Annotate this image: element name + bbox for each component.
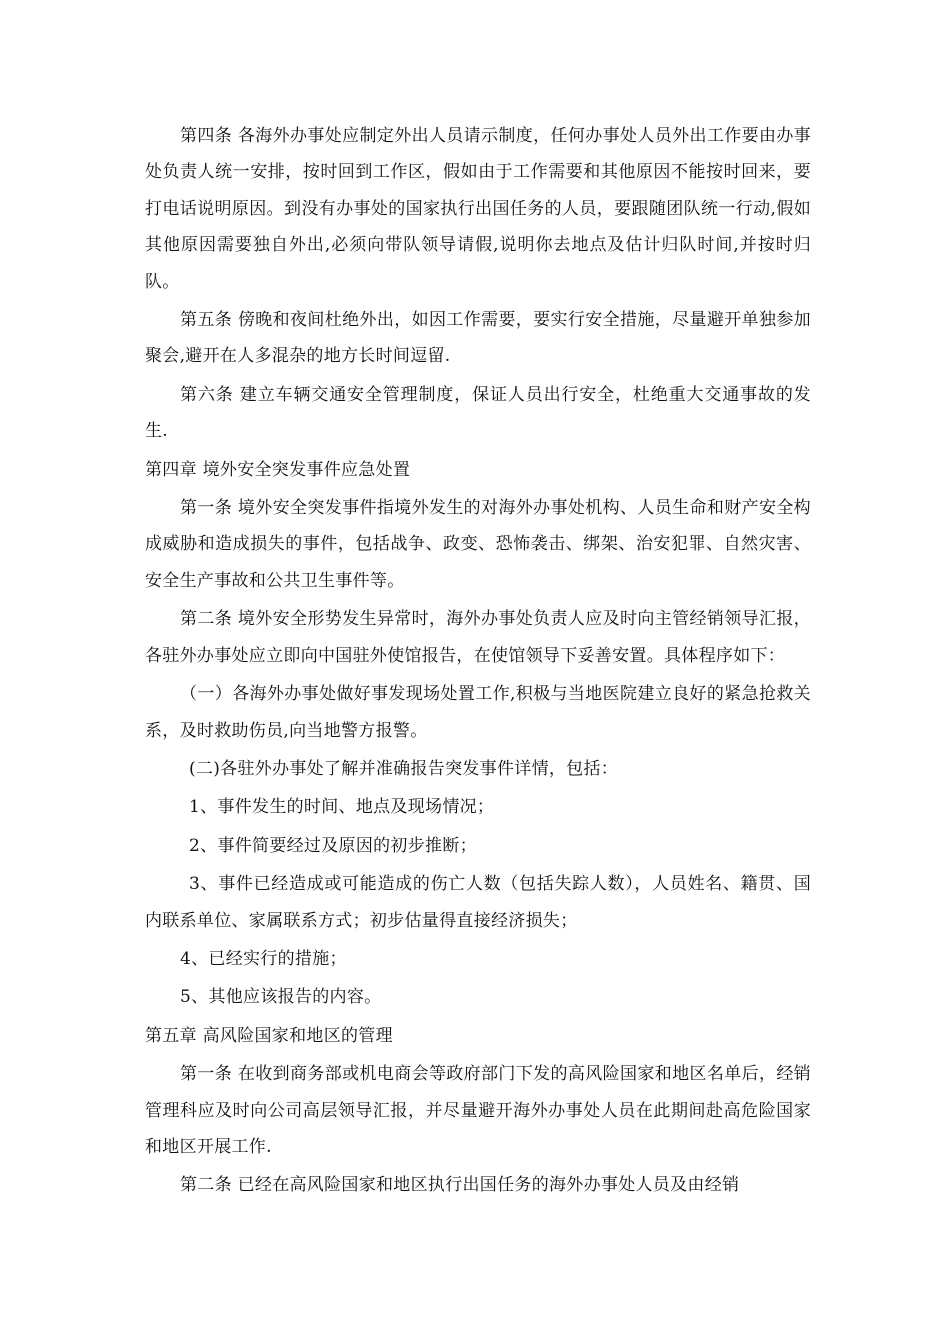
paragraph-procedure-2: (二)各驻外办事处了解并准确报告突发事件详情，包括： bbox=[189, 758, 619, 779]
paragraph-ch4-article-2: 第二条 境外安全形势发生异常时，海外办事处负责人应及时向主管经销领导汇报，各驻外办事处应立即向中国驻外使馆报告，在使馆领导下妥善安置。具体程序如下： bbox=[145, 609, 811, 666]
paragraph-article-5: 第五条 傍晚和夜间杜绝外出，如因工作需要，要实行安全措施，尽量避开单独参加聚会,避开在人多混杂的地方长时间逗留. bbox=[145, 310, 811, 367]
paragraph-procedure-1: （一）各海外办事处做好事发现场处置工作,积极与当地医院建立良好的紧急抢救关系，及时救助伤员,向当地警方报警。 bbox=[145, 684, 811, 741]
list-item-5: 5、其他应该报告的内容。 bbox=[180, 987, 382, 1008]
paragraph-article-6: 第六条 建立车辆交通安全管理制度，保证人员出行安全，杜绝重大交通事故的发生. bbox=[145, 384, 811, 442]
list-item-2: 2、事件简要经过及原因的初步推断； bbox=[189, 835, 477, 856]
paragraph-ch5-article-2: 第二条 已经在高风险国家和地区执行出国任务的海外办事处人员及由经销 bbox=[180, 1175, 740, 1196]
paragraph-ch4-article-1: 第一条 境外安全突发事件指境外发生的对海外办事处机构、人员生命和财产安全构成威胁和造成损失的事件，包括战争、政变、恐怖袭击、绑架、治安犯罪、自然灾害、安全生产事故和公共卫生事件等。 bbox=[145, 498, 811, 591]
list-item-3: 3、事件已经造成或可能造成的伤亡人数（包括失踪人数），人员姓名、籍贯、国内联系单位、家属联系方式；初步估量得直接经济损失； bbox=[145, 874, 811, 931]
list-item-1: 1、事件发生的时间、地点及现场情况； bbox=[189, 797, 495, 818]
chapter-heading-4: 第四章 境外安全突发事件应急处置 bbox=[145, 459, 411, 480]
chapter-heading-5: 第五章 高风险国家和地区的管理 bbox=[145, 1025, 393, 1046]
paragraph-ch5-article-1: 第一条 在收到商务部或机电商会等政府部门下发的高风险国家和地区名单后，经销管理科应及时向公司高层领导汇报，并尽量避开海外办事处人员在此期间赴高危险国家和地区开展工作. bbox=[145, 1064, 811, 1157]
document-body bbox=[145, 118, 811, 1206]
paragraph-article-4: 第四条 各海外办事处应制定外出人员请示制度，任何办事处人员外出工作要由办事处负责人统一安排，按时回到工作区，假如由于工作需要和其他原因不能按时回来，要打电话说明原因。到没有办事处的国家执行出国任务的人员，要跟随团队统一行动,假如其他原因需要独自外出,必须向带队领导请假,说明你去地点及估计归队时间,并按时归队。 bbox=[145, 126, 811, 292]
list-item-4: 4、已经实行的措施； bbox=[180, 948, 347, 969]
